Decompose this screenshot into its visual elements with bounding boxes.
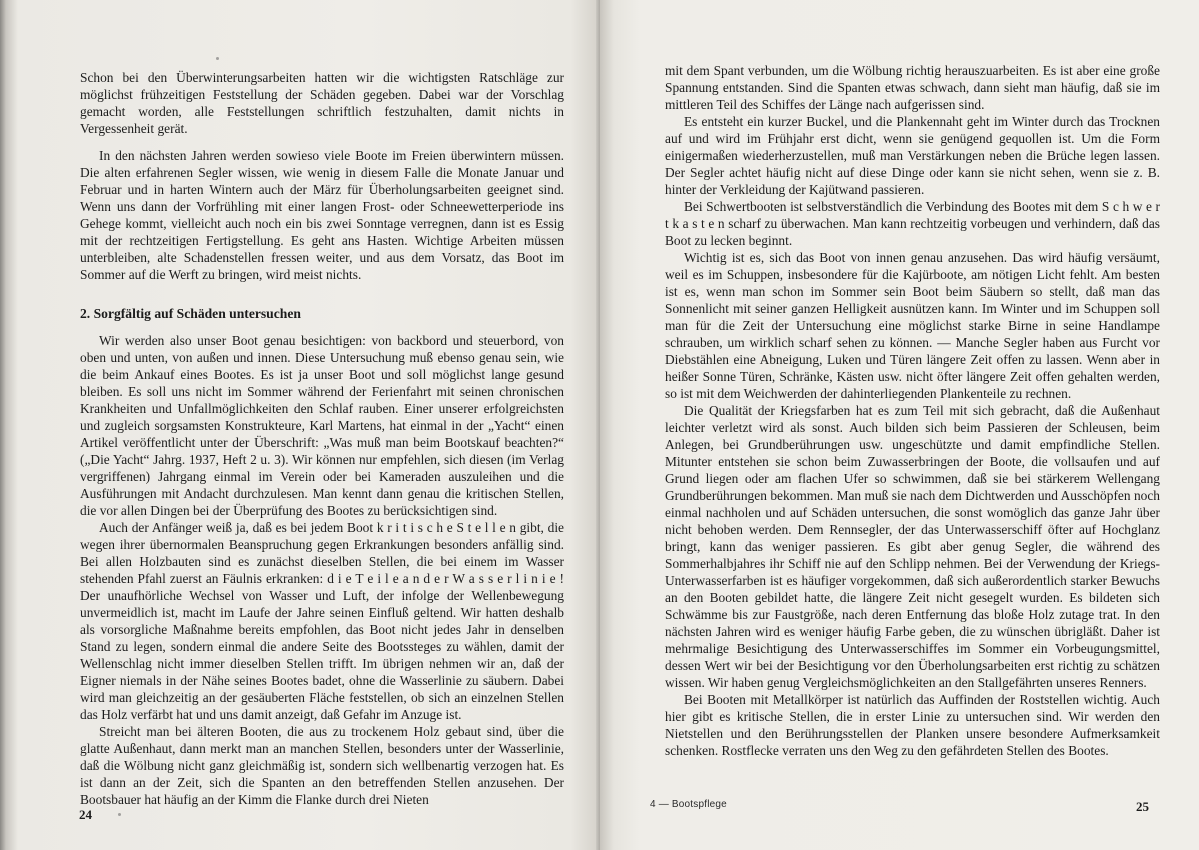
paper-speck [216, 57, 219, 60]
printer-signature: 4 — Bootspflege [650, 799, 727, 810]
page-number: 24 [79, 807, 92, 822]
paragraph: mit dem Spant verbunden, um die Wölbung richtig herauszuarbeiten. Es ist aber eine große Spannung entstanden. Sind die Spanten etwas schwach, dann sieht man häufig, daß sie im mittleren Teil des Schiffes der Länge nach aufgerissen sind. [665, 63, 1160, 112]
right-page [600, 0, 1199, 850]
paragraph: Wir werden also unser Boot genau besichtigen: von backbord und steuerbord, von oben und unten, von außen und innen. Diese Untersuchung muß ebenso genau sein, wie die beim Ankauf eines Bootes. Es ist ja unser Boot und soll möglichst lange gesund bleiben. Es soll uns nicht im Sommer während der Ferienfahrt mit seinen chronischen Krankheiten und Unfallmöglichkeiten den Schlaf rauben. Einer unserer erfolgreichsten und zugleich sorgsamsten Konstrukteure, Karl Martens, hat einmal in der „Yacht“ einen Artikel veröffentlicht unter der Überschrift: „Was muß man beim Bootskauf beachten?“ („Die Yacht“ Jahrg. 1937, Heft 2 u. 3). Wir können nur empfehlen, sich diesen (im Verlag vergriffenen) Jahrgang einmal im Verein oder bei Kameraden auszuleihen und die Ausführungen mit Andacht durchzulesen. Man kennt dann genau die kritischen Stellen, die vor allen Dingen bei der Überprüfung des Bootes zu berücksichtigen sind. [80, 333, 564, 518]
paragraph: Die Qualität der Kriegsfarben hat es zum Teil mit sich gebracht, daß die Außenhaut leichter verletzt wird als sonst. Auch bilden sich beim Passieren der Schleusen, beim Anlegen, bei Grundberührungen usw. ungeschützte und damit empfindliche Stellen. Mitunter entstehen sie schon beim Zuwasserbringen der Boote, die vollsaufen und auf Grund liegen oder am flachen Ufer so schwimmen, daß sie bei stärkerem Wellengang Grundberührungen bekommen. Man muß sie nach dem Dichtwerden und Ausschöpfen noch einmal nachholen und auf Schäden untersuchen, die sonst womöglich das ganze Jahr über nicht behoben werden. Dem Rennsegler, der das Unterwasserschiff öfter auf Hochglanz bringt, kann das weniger passieren. Es gibt aber genug Segler, die während des Sommerhalbjahres ihr Schiff nie auf den Schlipp nehmen. Bei der Verwendung der Kriegs-Unterwasserfarben ist es häufiger vorgekommen, daß sich außerordentlich starker Bewuchs an den Booten gebildet hatte, die längere Zeit nicht gesegelt wurden. Es bildeten sich Schwämme bis zur Faustgröße, nach deren Entfernung das bloße Holz zutage trat. In den nächsten Jahren wird es weniger häufig Farbe geben, die zu wünschen übrigläßt. Daher ist mehrmalige Besichtigung des Unterwasserschiffes im Sommer ein Vorbeugungsmittel, dessen Wert wir bei der Besichtigung vor den Überholungsarbeiten erst richtig zu schätzen wissen. Wir haben genug Vergleichsmöglichkeiten an den Stallgefährten unseres Renners. [665, 403, 1160, 690]
right-page-text [665, 62, 1160, 759]
paragraph: Bei Schwertbooten ist selbstverständlich die Verbindung des Bootes mit dem S c h w e r t k a s t e n scharf zu überwachen. Man kann rechtzeitig vorbeugen und verhindern, daß das Boot zu lecken beginnt. [665, 199, 1160, 248]
paragraph: Wichtig ist es, sich das Boot von innen genau anzusehen. Das wird häufig versäumt, weil es im Schuppen, insbesondere für die Kajürboote, am nötigen Licht fehlt. Am besten ist es, wenn man schon im Sommer sein Boot beim Säubern so stellt, daß man das Sonnenlicht mit seiner ganzen Helligkeit ausnützen kann. Im Winter und im Schuppen soll man für die Zeit der Untersuchung eine möglichst starke Birne in seine Handlampe schrauben, um wirklich scharf sehen zu können. — Manche Segler haben aus Furcht vor Diebstählen eine Abneigung, Luken und Türen längere Zeit offen zu lassen. Wenn aber in heißer Sonne Türen, Schränke, Kästen usw. nicht öfter längere Zeit offen gehalten werden, so ist mit dem Weichwerden der dahinterliegenden Plankenteile zu rechnen. [665, 250, 1160, 401]
paragraph: Bei Booten mit Metallkörper ist natürlich das Auffinden der Roststellen wichtig. Auch hier gibt es kritische Stellen, die in erster Linie zu untersuchen sind. Wir werden den Nietstellen und den Berührungsstellen der Planken unsere besondere Aufmerksamkeit schenken. Rostflecke verraten uns den Weg zu den gefährdeten Stellen des Bootes. [665, 692, 1160, 758]
paper-speck [118, 813, 121, 816]
section-heading: 2. Sorgfältig auf Schäden untersuchen [80, 306, 301, 321]
page-number: 25 [1136, 799, 1149, 814]
paragraph: Streicht man bei älteren Booten, die aus zu trockenem Holz gebaut sind, über die glatte Außenhaut, dann merkt man an manchen Stellen, besonders unter der Wasserlinie, daß die Wölbung nicht ganz gleichmäßig ist, sondern sich wellbenartig verzogen hat. Es ist dann an der Zeit, sich die Spanten an den betreffenden Stellen anzusehen. Der Bootsbauer hat häufig an der Kimm die Flanke durch drei Nieten [80, 724, 564, 807]
paragraph: Auch der Anfänger weiß ja, daß es bei jedem Boot k r i t i s c h e S t e l l e n gibt, die wegen ihrer übernormalen Beanspruchung gegen Erkrankungen besonders anfällig sind. Bei allen Holzbauten sind es zunächst dieselben Stellen, die bei einem im Wasser stehenden Pfahl zuerst an Fäulnis erkranken: d i e T e i l e a n d e r W a s s e r l i n i e ! Der unaufhörliche Wechsel von Wasser und Luft, der infolge der Wellenbewegung unvermeidlich ist, macht im Laufe der Jahre seinen Einfluß geltend. Wir hatten deshalb als vorsorgliche Maßnahme bereits empfohlen, das Boot nicht jedes Jahr in denselben Stand zu legen, sondern einmal die andere Seite des Bootssteges zu wählen, damit der Wellenschlag nicht immer dieselben Stellen trifft. Im übrigen nehmen wir an, daß der Eigner niemals in der Nähe seines Bootes badet, ohne die Wasserlinie zu säubern. Dabei wird man gleichzeitig an der gesäuberten Fläche feststellen, ob sich an einzelnen Stellen das Holz verfärbt hat und uns damit anzeigt, daß Gefahr im Anzuge ist. [80, 520, 564, 722]
paragraph: Es entsteht ein kurzer Buckel, und die Plankennaht geht im Winter durch das Trocknen auf und wird im Frühjahr erst dicht, wenn sie genügend gequollen ist. Um die Form einigermaßen wiederherzustellen, muß man Verstärkungen neben die Brüche legen lassen. Der Segler achtet häufig nicht auf diese Dinge oder kann sie nicht sehen, wenn sie z. B. hinter der Verkleidung der Kajütwand passieren. [665, 114, 1160, 197]
paragraph: Schon bei den Überwinterungsarbeiten hatten wir die wichtigsten Ratschläge zur möglichst frühzeitigen Feststellung der Schäden gegeben. Dabei war der Vorschlag gemacht worden, alle Feststellungen schriftlich festzuhalten, damit nichts in Vergessenheit gerät. [80, 70, 564, 136]
paragraph: In den nächsten Jahren werden sowieso viele Boote im Freien überwintern müssen. Die alten erfahrenen Segler wissen, wie wenig in diesem Falle die Monate Januar und Februar und in harten Wintern auch der März für Überholungsarbeiten geeignet sind. Wenn uns dann der Vorfrühling mit einer langen Frost- oder Schneewetterperiode ins Gehege kommt, vielleicht auch noch ein bis zwei Sonntage verregnen, dann ist es Essig mit der rechtzeitigen Fertigstellung. Es geht ans Hasten. Wichtige Arbeiten müssen unterbleiben, alte Schadenstellen fressen weiter, und aus dem Vorsatz, das Boot im Sommer auf die Werft zu bringen, wird meist nichts. [80, 148, 564, 282]
left-page-text [80, 69, 564, 808]
